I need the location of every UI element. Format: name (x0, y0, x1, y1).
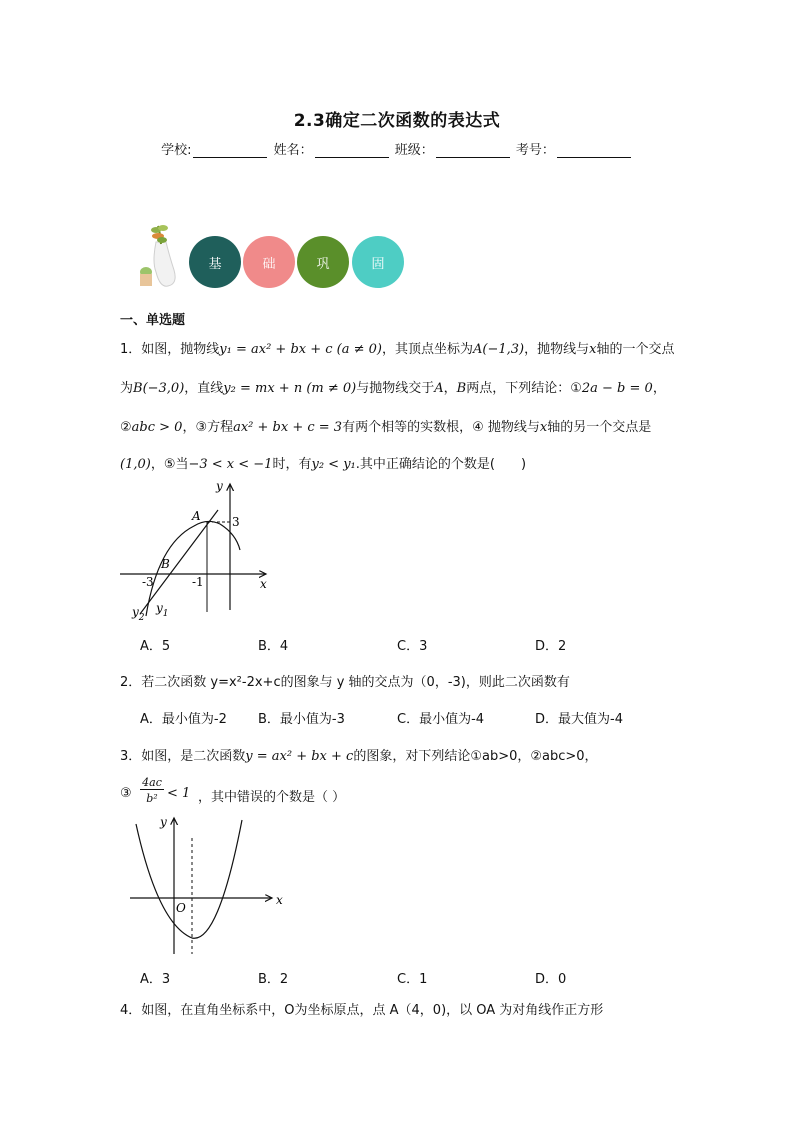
q1-text: ，直线 (184, 381, 224, 396)
q3-text: ，其中错误的个数是（ ） (198, 790, 346, 805)
q1-math: abc > 0 (131, 420, 183, 435)
class-blank (436, 144, 510, 158)
q2-option-b[interactable]: B．最小值为-3 (258, 712, 345, 727)
badge-gong-label: 巩 (316, 256, 330, 272)
q2-option-d[interactable]: D．最大值为-4 (535, 712, 623, 727)
y2-letter: y (132, 605, 139, 619)
parabola (136, 820, 242, 938)
school-blank (193, 144, 267, 158)
q1-math: −3 < x < −1 (188, 457, 273, 472)
q1-math: B (456, 381, 467, 396)
q2-text: 2．若二次函数 y=x²-2x+c的图象与 y 轴的交点为（0，-3)，则此二次函数有 (120, 675, 570, 690)
y1-label (155, 601, 169, 619)
badge-gu (352, 236, 404, 288)
y1-letter: y (156, 601, 163, 615)
badge-gong (297, 236, 349, 288)
name-blank (315, 144, 389, 158)
q1-math: x (539, 420, 548, 435)
q2-option-a[interactable]: A．最小值为-2 (140, 712, 227, 727)
q3-option-c[interactable]: C．1 (397, 972, 428, 987)
q1-text: 为 (120, 381, 134, 396)
q1-math: x (589, 342, 597, 357)
q1-math: 2a − b = 0 (581, 381, 653, 396)
q1-text: 1．如图，抛物线 (120, 342, 220, 357)
q3-text: 3．如图，是二次函数 (120, 749, 246, 764)
q1-text: 轴的一个交点 (596, 342, 675, 357)
q1-line-1 (120, 338, 675, 357)
badge-chu (243, 236, 295, 288)
page-title: 2.3确定二次函数的表达式 (293, 111, 501, 131)
q1-text: ，其顶点坐标为 (382, 342, 474, 357)
q1-line-4 (120, 453, 526, 472)
q1-math: (1,0) (120, 457, 151, 472)
fraction-numerator: 4ac (140, 776, 164, 790)
badge-ji (189, 236, 241, 288)
q1-text: ② (120, 420, 132, 435)
point-b-label: B (161, 557, 170, 571)
q1-math: A(−1,3) (473, 342, 525, 357)
q1-text: 与抛物线交于 (356, 381, 435, 396)
q1-line-2 (120, 377, 666, 396)
x-axis-label: x (260, 577, 267, 591)
q1-text: 轴的另一个交点是 (547, 420, 652, 435)
origin-label: O (176, 901, 186, 915)
q3-math: < 1 (167, 786, 191, 801)
q2-option-c[interactable]: C．最小值为-4 (397, 712, 485, 727)
student-info-line (0, 139, 794, 158)
q3-option-d[interactable]: D．0 (535, 972, 567, 987)
q1-math: y₂ < y₁ (311, 457, 356, 472)
tick-3: 3 (232, 515, 240, 529)
badge-ji-label: 基 (208, 256, 222, 272)
q3-math: y = ax² + bx + c (245, 749, 354, 764)
q1-text: .其中正确结论的个数是( ) (355, 457, 527, 472)
y2-label (131, 605, 145, 623)
x-axis-label: x (276, 893, 283, 907)
q1-line-3 (120, 416, 651, 435)
q4-text: 4．如图，在直角坐标系中，O为坐标原点，点 A（4，0)，以 OA 为对角线作正方形 (120, 1003, 604, 1018)
plant-vase-icon (134, 222, 184, 290)
q1-option-a[interactable]: A．5 (140, 639, 171, 654)
line-y2 (140, 510, 218, 614)
point-a-label: A (192, 509, 201, 523)
section-heading: 一、单选题 (120, 313, 186, 328)
q1-text: 两点，下列结论：① (466, 381, 582, 396)
q1-option-b[interactable]: B．4 (258, 639, 289, 654)
field-name-label: 姓名： (273, 143, 313, 158)
y2-sub: 2 (138, 613, 145, 623)
q3-option-a[interactable]: A．3 (140, 972, 171, 987)
q3-graph (126, 814, 286, 960)
q1-math: B(−3,0) (133, 381, 185, 396)
y-axis-label: y (160, 815, 167, 829)
q1-option-d[interactable]: D．2 (535, 639, 567, 654)
q1-text: 时，有 (272, 457, 312, 472)
q1-graph (116, 478, 276, 626)
q1-math: y₁ = ax² + bx + c (a ≠ 0) (219, 342, 382, 357)
q1-text: ，抛物线与 (524, 342, 590, 357)
q1-text: ，③方程 (182, 420, 234, 435)
q3-text: ③ (120, 786, 132, 801)
tick-neg1: -1 (192, 575, 204, 589)
q1-math: y₂ = mx + n (m ≠ 0) (223, 381, 357, 396)
y1-sub: 1 (162, 609, 169, 619)
q1-text: 有两个相等的实数根，④ 抛物线与 (342, 420, 540, 435)
field-number-label: 考号： (515, 143, 555, 158)
q3-option-b[interactable]: B．2 (258, 972, 289, 987)
badge-chu-label: 础 (262, 256, 276, 272)
tick-neg3: -3 (142, 575, 154, 589)
q1-text: ，⑤当 (150, 457, 189, 472)
q1-text: ， (652, 381, 666, 396)
fraction-denominator: b² (146, 792, 158, 805)
badge-gu-label: 固 (371, 256, 385, 272)
q1-math: A (434, 381, 444, 396)
y-axis-label: y (216, 479, 223, 493)
field-class-label: 班级： (394, 143, 434, 158)
q1-math: ax² + bx + c = 3 (233, 420, 343, 435)
field-school-label: 学校: (161, 143, 192, 158)
q3-text: 的图象，对下列结论①ab>0，②abc>0， (353, 749, 598, 764)
q3-line-1 (120, 745, 598, 764)
number-blank (557, 144, 631, 158)
q1-text: ， (443, 381, 457, 396)
q1-option-c[interactable]: C．3 (397, 639, 428, 654)
